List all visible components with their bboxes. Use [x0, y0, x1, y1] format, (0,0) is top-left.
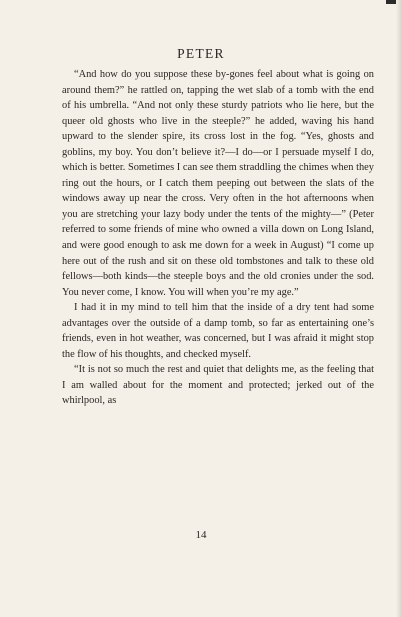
paragraph: “And how do you suppose these by-gones feel about what is going on around them?” he rattled on, tapping the wet slab of a tomb with the end of his umbrella. “And not only these sturdy patriots who lie here, but the queer old ghosts who live in the steeple?” he added, waving his hand upward to the slender spire, its cross lost in the fog. “Yes, ghosts and goblins, my boy. You don’t believe it?—I do—or I persuade myself I do, which is better. Sometimes I can see them straddling the chimes when they ring out the hours, or I catch them peeping out between the slats of the windows away up near the cross. Very often in the hot afternoons when you are stretching your lazy body under the tents of the mighty—” (Peter referred to some friends of mine who owned a villa down on Long Island, and were good enough to ask me down for a week in August) “I come up here out of the rush and sit on these old tombstones and talk to these old fellows—both kinds—the steeple boys and the old cronies under the sod. You never come, I know. You will when you’re my age.” — [62, 69, 374, 298]
paragraph: I had it in my mind to tell him that the inside of a dry tent had some advantages over the outside of a damp tomb, so far as entertaining one’s friends, even in hot weather, was concerned, but I was afraid it might stop the flow of his thoughts, and checked myself. — [62, 302, 374, 360]
page-edge-shadow — [396, 0, 402, 617]
paragraph: “It is not so much the rest and quiet that delights me, as the feeling that I am walled about for the moment and protected; jerked out of the whirlpool, as — [62, 364, 374, 407]
corner-mark — [386, 0, 396, 4]
page-number: 14 — [195, 529, 207, 541]
body-text — [62, 67, 374, 409]
running-head: PETER — [177, 46, 225, 61]
